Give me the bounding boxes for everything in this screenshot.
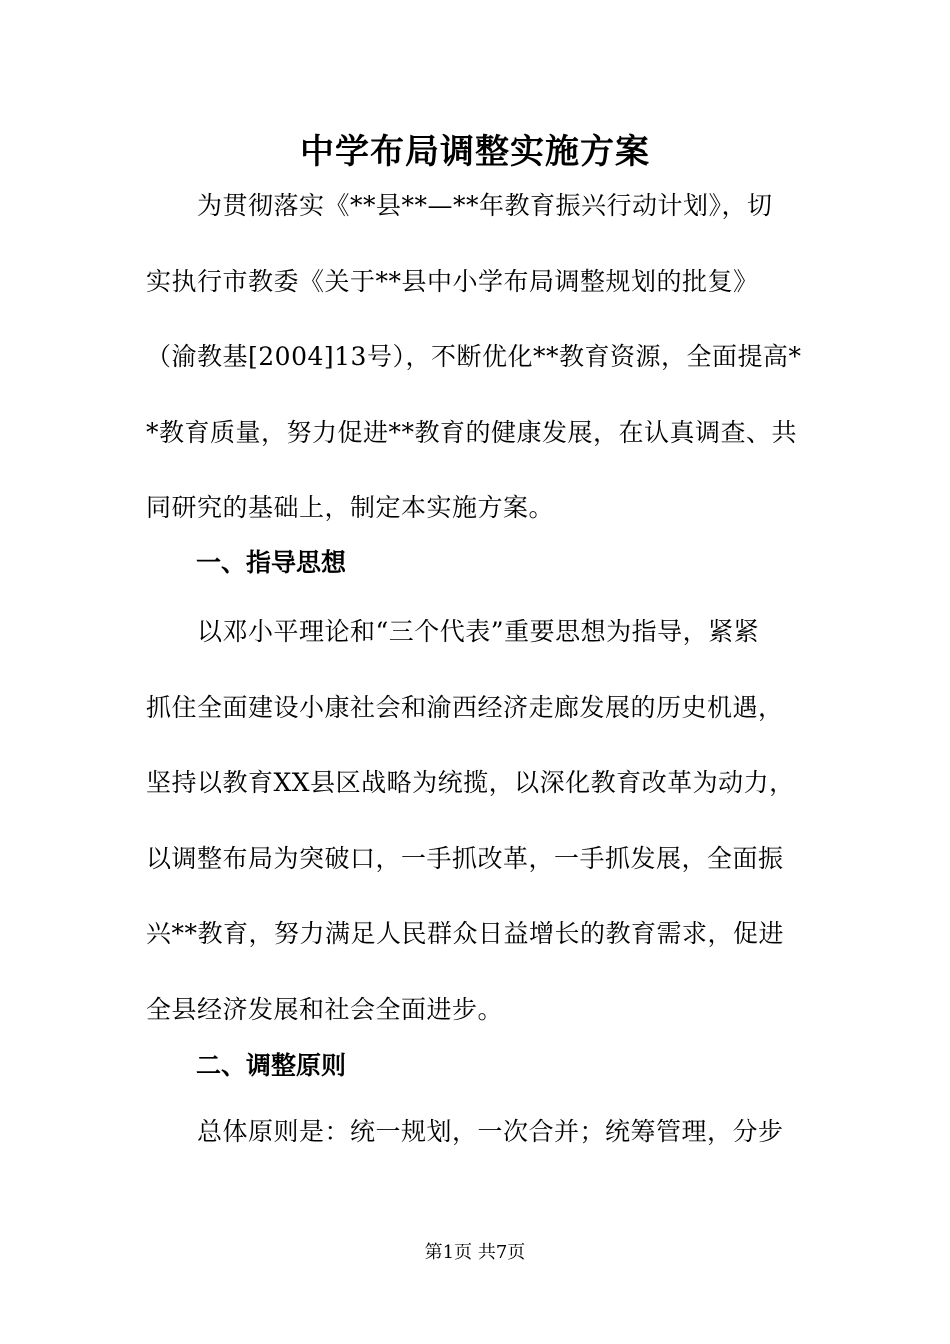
section1-paragraph [146,594,806,1048]
intro-line: （渝教基[2004]13号），不断优化**教育资源，全面提高* [146,342,802,372]
intro-line: 同研究的基础上，制定本实施方案。 [146,493,555,523]
page-footer: 第1页 共7页 [424,1242,526,1263]
section2-line: 总体原则是：统一规划，一次合并；统筹管理，分步 [146,1117,784,1146]
section1-line: 兴**教育，努力满足人民群众日益增长的教育需求，促进 [146,919,785,949]
section-heading-guiding-ideology: 一、指导思想 [196,548,347,577]
section1-line: 以邓小平理论和“三个代表”重要思想为指导，紧紧 [146,617,760,646]
section2-paragraph [146,1094,806,1170]
intro-line: 为贯彻落实《**县**—**年教育振兴行动计划》，切 [146,191,773,220]
section1-line: 坚持以教育XX县区战略为统揽，以深化教育改革为动力， [146,768,795,798]
intro-paragraph [146,168,806,546]
document-title: 中学布局调整实施方案 [300,132,650,172]
intro-line: 实执行市教委《关于**县中小学布局调整规划的批复》 [146,266,759,296]
section1-line: 抓住全面建设小康社会和渝西经济走廊发展的历史机遇， [146,692,784,722]
section1-line: 全县经济发展和社会全面进步。 [146,994,504,1024]
section-heading-adjustment-principles: 二、调整原则 [196,1051,347,1080]
intro-line: *教育质量，努力促进**教育的健康发展，在认真调查、共 [146,417,798,447]
section1-line: 以调整布局为突破口，一手抓改革，一手抓发展，全面振 [146,843,784,873]
